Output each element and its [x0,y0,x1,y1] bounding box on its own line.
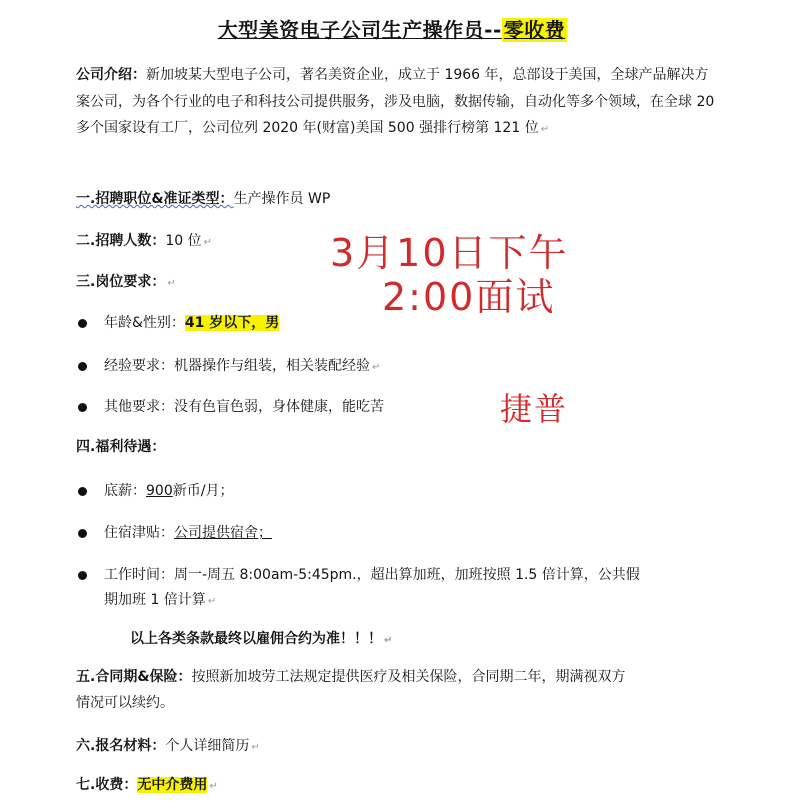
paragraph-mark: ↵ [167,278,176,289]
housing-value: 公司提供宿舍； [174,525,272,541]
salary-amount: 900 [146,483,173,499]
benefit-hours [104,562,694,588]
page-title [0,14,785,43]
title-main: 大型美资电子公司生产操作员-- [217,18,502,42]
section5-line1: 按照新加坡劳工法规定提供医疗及相关保险，合同期二年，期满视双方 [191,669,626,685]
bullet-icon [78,529,87,538]
disclaimer-text: 以上各类条款最终以雇佣合约为准！！！ [130,631,382,647]
section-position [76,186,716,213]
section-materials [76,733,716,762]
section7-label: 七.收费： [76,777,138,793]
paragraph-mark: ↵ [209,781,218,792]
section2-label: 二.招聘人数： [76,233,166,249]
intro-label: 公司介绍： [76,67,146,83]
title-highlight: 零收费 [503,18,566,42]
company-intro [76,62,716,144]
section2-value: 10 位 [165,233,202,249]
section7-value: 无中介费用 [137,777,208,793]
overlay-interview-date: 3月10日下午 [330,231,569,275]
benefit-housing [104,520,694,546]
req-age-label: 年龄&性别： [104,315,185,331]
section-contract-cont [76,690,716,717]
paragraph-mark: ↵ [207,596,217,607]
benefit-salary [104,478,694,504]
section-contract [76,664,716,691]
section1-label: 一.招聘职位&准证类型： [76,191,234,207]
req-exp-label: 经验要求： [104,358,174,374]
section5-label: 五.合同期&保险： [76,669,192,685]
overlay-interview-time: 2:00面试 [382,275,556,319]
section3-label: 三.岗位要求： [76,274,166,290]
section-benefits [76,434,716,461]
salary-unit: 新币/月； [172,483,234,499]
paragraph-mark: ↵ [540,124,550,135]
req-other-value: 没有色盲色弱，身体健康，能吃苦 [174,399,384,415]
salary-label: 底薪： [104,483,146,499]
req-other-label: 其他要求： [104,399,174,415]
paragraph-mark: ↵ [203,237,212,248]
overlay-brand: 捷普 [500,390,569,428]
hours-line2: 期加班 1 倍计算 [104,592,206,608]
bullet-icon [78,571,87,580]
paragraph-mark: ↵ [372,362,381,373]
housing-label: 住宿津贴： [104,525,174,541]
section6-value: 个人详细简历 [165,738,250,754]
bullet-icon [78,319,87,328]
bullet-icon [78,487,87,496]
paragraph-mark: ↵ [384,635,393,646]
section1-value: 生产操作员 WP [233,191,331,207]
hours-label: 工作时间： [104,567,174,583]
bullet-icon [78,362,87,371]
hours-line1: 周一-周五 8:00am-5:45pm.，超出算加班，加班按照 1.5 倍计算，公共假 [174,567,640,583]
req-exp-value: 机器操作与组装，相关装配经验 [174,358,370,374]
req-age-value: 41 岁以下，男 [184,315,280,331]
paragraph-mark: ↵ [251,742,260,753]
section6-label: 六.报名材料： [76,738,166,754]
section-fees [76,772,716,801]
disclaimer [130,626,770,655]
section4-label: 四.福利待遇： [76,439,166,455]
intro-text: 新加坡某大型电子公司，著名美资企业，成立于 1966 年，总部设于美国，全球产品解决方案公司，为各个行业的电子和科技公司提供服务，涉及电脑，数据传输，自动化等多个领域，在全球 20 多个国家设有工厂，公司位列 2020 年(财富)美国 500 强排行榜第 121 位 [76,67,715,136]
bullet-icon [78,403,87,412]
req-other [104,394,694,420]
benefit-hours-cont [104,587,694,615]
section5-line2: 情况可以续约。 [76,695,174,711]
req-experience [104,353,694,381]
